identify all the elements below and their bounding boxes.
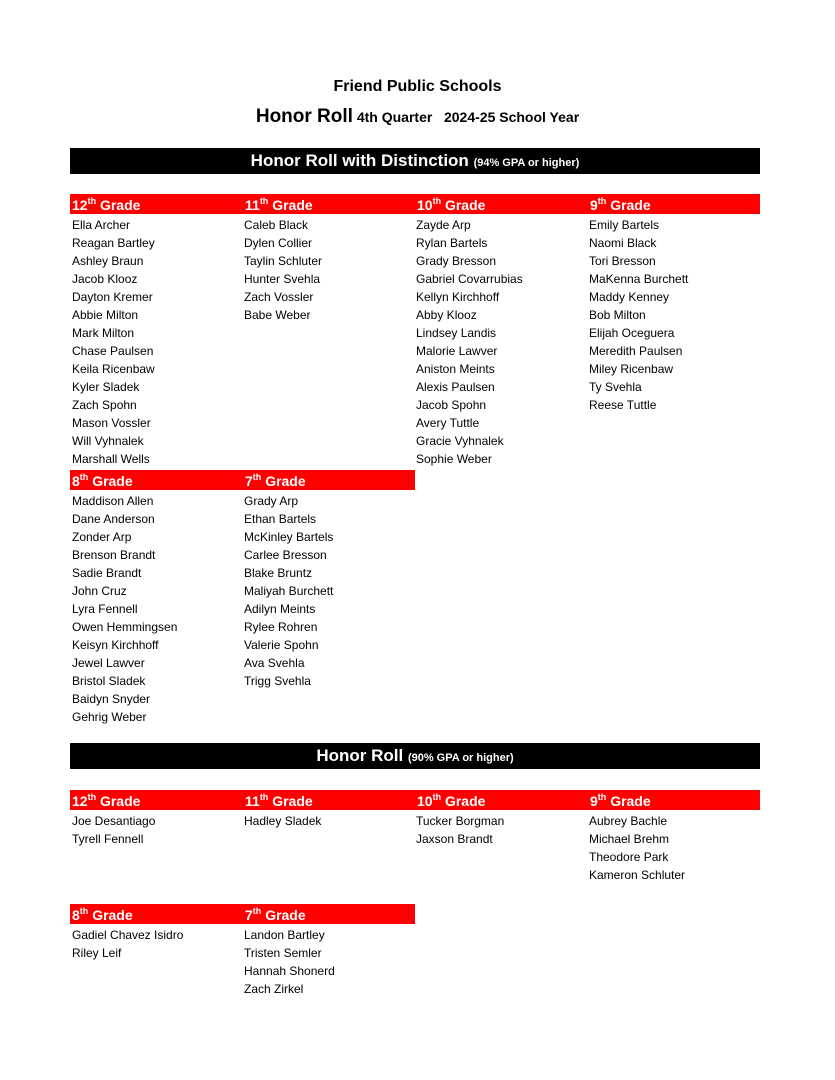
student-name: Lyra Fennell bbox=[72, 602, 138, 616]
student-name: Maddison Allen bbox=[72, 494, 154, 508]
student-name: Adilyn Meints bbox=[244, 602, 316, 616]
student-name: Theodore Park bbox=[589, 850, 669, 864]
student-name: Emily Bartels bbox=[589, 218, 660, 232]
student-name: John Cruz bbox=[72, 584, 127, 598]
student-name: Meredith Paulsen bbox=[589, 344, 683, 358]
student-name: Zayde Arp bbox=[416, 218, 471, 232]
student-list-grade-10 bbox=[416, 216, 523, 468]
grade-header-7: 7th Grade bbox=[245, 472, 306, 489]
quarter-label: 4th Quarter bbox=[356, 109, 433, 125]
student-list-grade-12 bbox=[72, 216, 155, 468]
student-name: Elijah Oceguera bbox=[589, 326, 675, 340]
student-name: Will Vyhnalek bbox=[72, 434, 144, 448]
honor-roll-banner bbox=[70, 743, 760, 769]
student-name: Michael Brehm bbox=[589, 832, 670, 846]
student-name: Alexis Paulsen bbox=[416, 380, 495, 394]
grade-header-12: 12th Grade bbox=[72, 196, 141, 213]
grade-header-12: 12th Grade bbox=[72, 792, 141, 809]
student-name: Landon Bartley bbox=[244, 928, 325, 942]
student-name: Jacob Spohn bbox=[416, 398, 487, 412]
student-name: Abbie Milton bbox=[72, 308, 139, 322]
student-name: Dane Anderson bbox=[72, 512, 155, 526]
student-name: Owen Hemmingsen bbox=[72, 620, 178, 634]
grade-header-10: 10th Grade bbox=[417, 792, 486, 809]
student-name: Bob Milton bbox=[589, 308, 646, 322]
student-name: Tucker Borgman bbox=[416, 814, 505, 828]
student-name: Mason Vossler bbox=[72, 416, 151, 430]
student-list-grade-7 bbox=[244, 926, 335, 998]
page-subtitle bbox=[0, 106, 835, 128]
student-name: Keisyn Kirchhoff bbox=[72, 638, 159, 652]
student-name: Brenson Brandt bbox=[72, 548, 156, 562]
student-name: Zach Zirkel bbox=[244, 982, 304, 996]
student-name: Gabriel Covarrubias bbox=[416, 272, 523, 286]
student-name: Zonder Arp bbox=[72, 530, 132, 544]
student-name: Hannah Shonerd bbox=[244, 964, 335, 978]
honor-roll-criteria: (90% GPA or higher) bbox=[407, 752, 514, 764]
student-name: MaKenna Burchett bbox=[589, 272, 689, 286]
student-name: Caleb Black bbox=[244, 218, 309, 232]
student-name: Hadley Sladek bbox=[244, 814, 322, 828]
student-name: Gadiel Chavez Isidro bbox=[72, 928, 184, 942]
distinction-criteria: (94% GPA or higher) bbox=[473, 157, 580, 169]
school-year-label: 2024-25 School Year bbox=[443, 109, 580, 125]
student-name: Gracie Vyhnalek bbox=[416, 434, 504, 448]
honor-roll-heading: Honor Roll bbox=[255, 106, 353, 127]
student-list-grade-12 bbox=[72, 812, 155, 848]
student-name: Zach Spohn bbox=[72, 398, 137, 412]
student-name: Bristol Sladek bbox=[72, 674, 146, 688]
student-name: Dylen Collier bbox=[244, 236, 313, 250]
grade-header-11: 11th Grade bbox=[245, 792, 313, 809]
grade-header-11: 11th Grade bbox=[245, 196, 313, 213]
student-name: Ty Svehla bbox=[589, 380, 642, 394]
student-name: Marshall Wells bbox=[72, 452, 150, 466]
student-name: Naomi Black bbox=[589, 236, 657, 250]
distinction-title: Honor Roll with Distinction bbox=[250, 151, 469, 170]
grade-header-9: 9th Grade bbox=[590, 196, 651, 213]
student-name: Ethan Bartels bbox=[244, 512, 317, 526]
student-name: Reagan Bartley bbox=[72, 236, 155, 250]
grade-header-10: 10th Grade bbox=[417, 196, 486, 213]
student-name: Gehrig Weber bbox=[72, 710, 147, 724]
distinction-banner bbox=[70, 148, 760, 174]
student-name: Jewel Lawver bbox=[72, 656, 145, 670]
student-name: Keila Ricenbaw bbox=[72, 362, 155, 376]
student-name: Sophie Weber bbox=[416, 452, 492, 466]
student-list-grade-8 bbox=[72, 492, 177, 726]
student-name: Dayton Kremer bbox=[72, 290, 153, 304]
student-list-grade-11 bbox=[244, 216, 322, 324]
student-name: Aubrey Bachle bbox=[589, 814, 668, 828]
student-name: Reese Tuttle bbox=[589, 398, 657, 412]
honor-roll-title: Honor Roll bbox=[316, 746, 404, 765]
student-list-grade-8 bbox=[72, 926, 183, 962]
student-name: Rylan Bartels bbox=[416, 236, 488, 250]
student-name: Maliyah Burchett bbox=[244, 584, 334, 598]
student-name: Kameron Schluter bbox=[589, 868, 686, 882]
student-name: Grady Arp bbox=[244, 494, 299, 508]
student-name: Carlee Bresson bbox=[244, 548, 327, 562]
student-name: Jacob Klooz bbox=[72, 272, 138, 286]
student-name: Miley Ricenbaw bbox=[589, 362, 674, 376]
student-name: Aniston Meints bbox=[416, 362, 495, 376]
student-list-grade-11 bbox=[244, 812, 321, 830]
student-name: McKinley Bartels bbox=[244, 530, 334, 544]
student-name: Joe Desantiago bbox=[72, 814, 156, 828]
student-name: Tristen Semler bbox=[244, 946, 322, 960]
student-name: Mark Milton bbox=[72, 326, 135, 340]
student-name: Sadie Brandt bbox=[72, 566, 142, 580]
student-name: Baidyn Snyder bbox=[72, 692, 151, 706]
student-name: Blake Bruntz bbox=[244, 566, 313, 580]
student-name: Lindsey Landis bbox=[416, 326, 497, 340]
student-name: Rylee Rohren bbox=[244, 620, 318, 634]
student-list-grade-7 bbox=[244, 492, 333, 690]
student-name: Malorie Lawver bbox=[416, 344, 498, 358]
student-name: Babe Weber bbox=[244, 308, 311, 322]
student-name: Avery Tuttle bbox=[416, 416, 480, 430]
student-list-grade-9 bbox=[589, 216, 688, 414]
student-name: Maddy Kenney bbox=[589, 290, 670, 304]
student-name: Ava Svehla bbox=[244, 656, 305, 670]
grade-header-8: 8th Grade bbox=[72, 472, 133, 489]
student-name: Chase Paulsen bbox=[72, 344, 154, 358]
student-name: Jaxson Brandt bbox=[416, 832, 493, 846]
student-name: Zach Vossler bbox=[244, 290, 314, 304]
grade-header-7: 7th Grade bbox=[245, 906, 306, 923]
grade-header-8: 8th Grade bbox=[72, 906, 133, 923]
student-name: Tyrell Fennell bbox=[72, 832, 144, 846]
student-name: Valerie Spohn bbox=[244, 638, 319, 652]
student-name: Kyler Sladek bbox=[72, 380, 140, 394]
student-list-grade-10 bbox=[416, 812, 504, 848]
student-name: Tori Bresson bbox=[589, 254, 656, 268]
student-name: Taylin Schluter bbox=[244, 254, 323, 268]
school-name: Friend Public Schools bbox=[333, 78, 502, 95]
student-name: Hunter Svehla bbox=[244, 272, 321, 286]
student-name: Riley Leif bbox=[72, 946, 122, 960]
student-name: Ella Archer bbox=[72, 218, 131, 232]
student-list-grade-9 bbox=[589, 812, 685, 884]
student-name: Grady Bresson bbox=[416, 254, 497, 268]
student-name: Kellyn Kirchhoff bbox=[416, 290, 500, 304]
student-name: Ashley Braun bbox=[72, 254, 144, 268]
student-name: Abby Klooz bbox=[416, 308, 477, 322]
student-name: Trigg Svehla bbox=[244, 674, 311, 688]
grade-header-9: 9th Grade bbox=[590, 792, 651, 809]
